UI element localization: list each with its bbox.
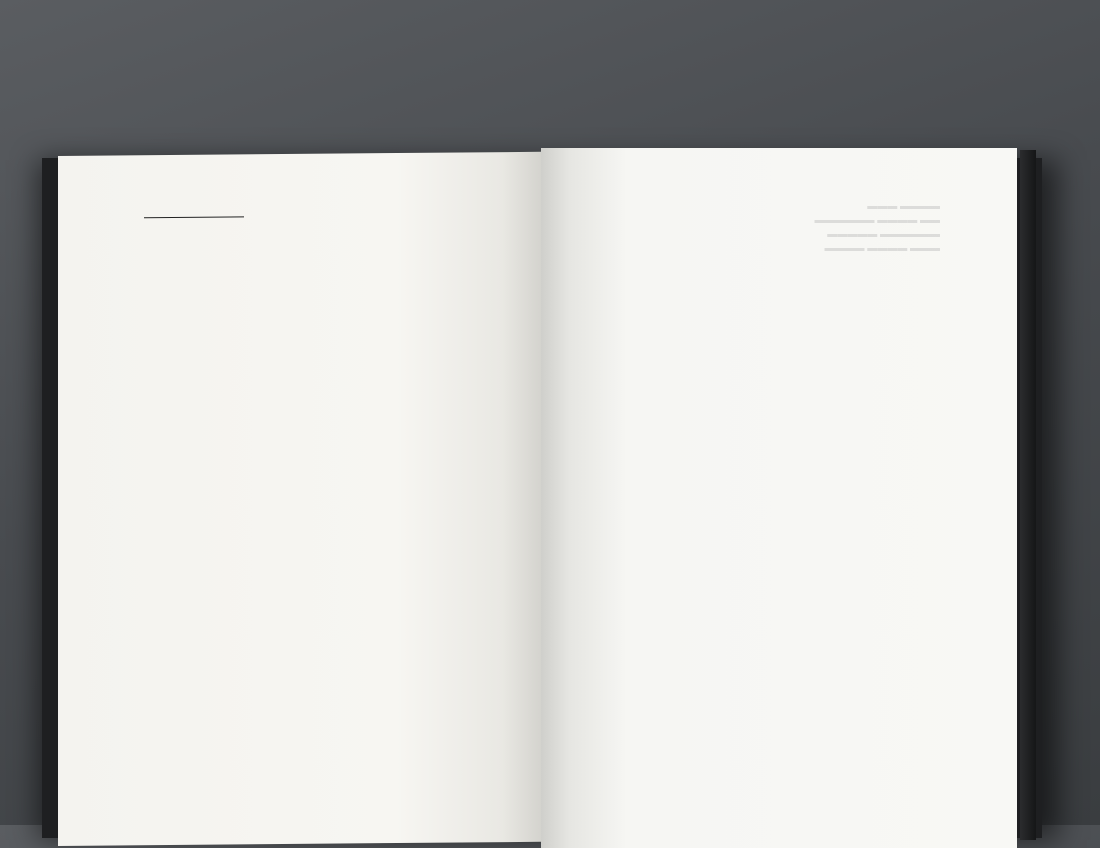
book-spine-edge <box>1020 150 1036 840</box>
left-page <box>58 152 541 846</box>
show-through-text: ▬▬▬▬ ▬▬▬ ▬▬ ▬▬▬▬ ▬▬▬▬▬▬ ▬▬▬▬▬▬ ▬▬▬▬▬ ▬▬▬ ▬▬▬▬ ▬▬▬▬ <box>814 201 940 254</box>
footnote-rule <box>144 216 244 218</box>
body-text <box>144 200 514 203</box>
table-of-contents <box>583 210 933 334</box>
footnotes <box>144 223 514 226</box>
left-page-text <box>144 200 514 226</box>
